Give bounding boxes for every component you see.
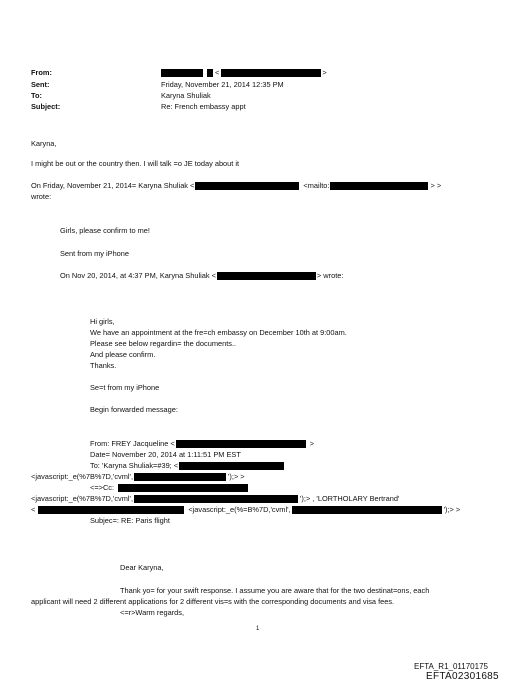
msg3-line: Hi girls, [90,317,115,326]
to-value: Karyna Shuliak [161,91,211,100]
msg3-line: Se=t from my iPhone [90,383,160,392]
fwd-cc [90,483,114,492]
fwd-js1 [31,472,245,481]
redaction-box [161,69,203,77]
quote-intro-text: On Friday, November 21, 2014= Karyna Shuliak < [31,181,195,190]
fwd-lt: < [31,505,36,514]
redaction-box [292,506,442,514]
fwd-from [90,439,314,448]
quote-intro-wrote: wrote: [31,192,52,201]
fwd-date: Date= November 20, 2014 at 1:11:51 PM EST [90,450,241,459]
redaction-box [176,440,306,448]
fwd-subject: Subjec=: RE: Paris flight [90,516,170,525]
msg4-closing: <=r>Warm regards, [120,608,185,617]
msg4-paragraph-line: Thank yo= for your swift response. I assume you are aware that for the two destinat=ons, each [120,586,430,595]
sent-value: Friday, November 21, 2014 12:35 PM [161,80,284,89]
msg2-line: Sent from my iPhone [60,249,130,258]
fwd-from-end: > [309,439,315,448]
fwd-js3 [31,505,460,514]
subject-value: Re: French embassy appt [161,102,246,111]
msg4-paragraph-line: applicant will need 2 different applications for 2 different vis=s with the corresponding documents and visa fees. [31,597,395,606]
from-lt: < [215,68,220,77]
fwd-js1-text: <javascript:_e(%7B%7D,'cvml', [31,472,134,481]
fwd-to-text: To: 'Karyna Shuliak=#39; < [90,461,179,470]
subject-label: Subject: [31,102,61,111]
fwd-js2-end: ');> , 'LORTHOLARY Bertrand' [300,494,400,503]
fwd-js2 [31,494,399,503]
redaction-box [221,69,321,77]
msg2-intro-text: On Nov 20, 2014, at 4:37 PM, Karyna Shuliak < [60,271,216,280]
quote-intro-mailto: <mailto: [303,181,330,190]
msg4-greeting: Dear Karyna, [120,563,164,572]
quote-intro-end: > > [430,181,442,190]
redaction-box [195,182,299,190]
document-id-primary: EFTA_R1_01170175 [414,662,488,671]
redaction-box [134,495,298,503]
msg3-line: Thanks. [90,361,117,370]
from-label: From: [31,68,52,77]
redaction-box [217,272,316,280]
page-number: 1 [256,626,260,632]
msg3-line: Begin forwarded message: [90,405,178,414]
redaction-box [330,182,428,190]
to-label: To: [31,91,42,100]
fwd-js1-end: ');> > [228,472,245,481]
sent-label: Sent: [31,80,50,89]
msg3-line: We have an appointment at the fre=ch embassy on December 10th at 9:00am. [90,328,347,337]
msg3-line: Please see below regardin= the documents.. [90,339,237,348]
fwd-js2-text: <javascript:_e(%7B%7D,'cvml', [31,494,134,503]
msg2-intro [60,271,343,280]
reply-greeting: Karyna, [31,139,57,148]
fwd-to [90,461,284,470]
msg3-line: And please confirm. [90,350,156,359]
redaction-box [38,506,184,514]
redaction-box [179,462,284,470]
fwd-js3-end: ');> > [443,505,461,514]
fwd-js3-text: <javascript:_e(%=B%7D,'cvml', [188,505,291,514]
redaction-box [134,473,226,481]
reply-line: I might be out or the country then. I will talk =o JE today about it [31,159,240,168]
from-value [161,68,327,77]
redaction-box [207,69,213,77]
from-gt: > [322,68,327,77]
msg2-line: Girls, please confirm to me! [60,226,150,235]
msg2-intro-end: > wrote: [316,271,344,280]
fwd-from-text: From: FREY Jacqueline < [90,439,175,448]
redaction-box [118,484,248,492]
document-id-secondary: EFTA02301685 [426,671,499,682]
fwd-cc-text: <=>Cc: [90,483,115,492]
quote-intro [31,181,441,190]
